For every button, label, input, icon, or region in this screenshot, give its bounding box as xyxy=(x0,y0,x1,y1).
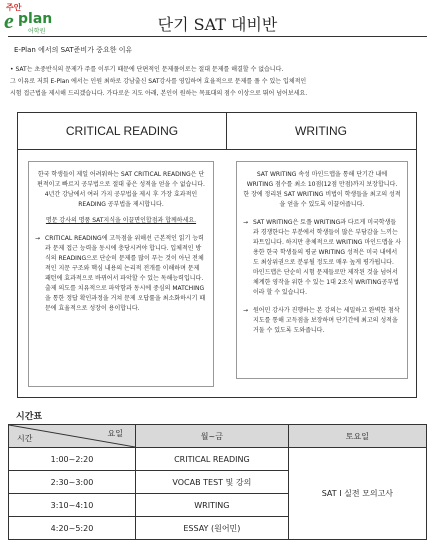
writing-header: WRITING xyxy=(295,124,347,138)
logo-top-text: 주안 xyxy=(6,3,22,12)
wr-intro-paragraph: SAT WRITING 속성 마인드맵을 통해 단기간 내에 WRITING 점수를 최소 10점(12점 만점)까지 보장합니다. 한 장에 정리된 SAT WRITING 비법이 학생들을 최고의 성적을 얻을 수 있도록 이끌어줍니다. xyxy=(243,171,401,208)
corner-time-label: 시간 xyxy=(17,434,33,443)
course-content-box xyxy=(17,112,417,398)
corner-day-label: 요일 xyxy=(107,429,123,438)
wr-bullet-text: 원어민 강사가 진행하는 본 강의는 세밀하고 완벽한 첨삭지도를 통해 고득점을 보장하며 단기간에 최고의 성적을 거둘 수 있도록 도와줍니다. xyxy=(253,307,400,334)
subheading: E-Plan 에서의 SAT준비가 중요한 이유 xyxy=(14,46,133,54)
logo-e-letter: e xyxy=(4,8,14,33)
intro-line: • SAT는 초중반식의 문제가 주를 이루기 때문에 단편적인 문제풀이로는 절대 문제를 해결할 수 없습니다. xyxy=(10,66,284,73)
wr-bullet xyxy=(243,306,401,336)
time-cell: 2:30~3:00 xyxy=(9,471,136,494)
weekday-header: 월~금 xyxy=(136,425,289,448)
title-divider xyxy=(8,36,427,37)
header-divider xyxy=(18,149,416,150)
intro-text xyxy=(10,64,425,100)
intro-line: 시험 접근법을 제시해 드리겠습니다. 가다로운 지도 아래, 본인이 원하는 목표대의 점수 이상으로 뛰어 넘어보세요. xyxy=(10,90,308,97)
cr-highlight-line: 명문 강사의 명품 SAT지식을 이끌면인합점과 합께하세요. xyxy=(45,217,197,224)
logo-sub-text: 어학원 xyxy=(28,28,46,35)
page-title: 단기 SAT 대비반 xyxy=(157,15,278,34)
class-cell: WRITING xyxy=(136,494,289,517)
time-cell: 3:10~4:10 xyxy=(9,494,136,517)
cr-bullet xyxy=(35,234,207,314)
time-cell: 4:20~5:20 xyxy=(9,517,136,540)
logo-plan-text: plan xyxy=(18,11,53,27)
schedule-table xyxy=(8,424,427,540)
wr-bullet xyxy=(243,218,401,298)
intro-line: 그 이유로 저희 E-Plan 에서는 인원 최하로 강남출신 SAT강사를 영입하여 효율적으로 문제를 풀 수 있는 입체적인 xyxy=(10,78,307,85)
critical-reading-header: CRITICAL READING xyxy=(18,113,227,149)
cr-bullet-text: CRITICAL READING에 고득점을 위해선 근본적인 읽기 능력과 문제 접근 능력을 동시에 충당시켜야 합니다. 입체적인 방식의 READING으로 단순히 문제를 많이 푸는 것이 아닌 전체적인 지문 구조와 핵심 내용의 논리적 전개를 이해하며 문제 패턴에 효과적으로 바뀌어서 파악할 수 있는 독해능력입니다. 출제 의도를 치유적으로 파악함과 동시에 중심의 MATCHING을 통한 정답 확인과정을 거쳐 문제 오답률을 최소화하시기 때문에 효율적으로 성장이 용이합니다. xyxy=(45,235,206,312)
schedule-corner-cell xyxy=(9,425,136,448)
cr-intro-paragraph: 한국 학생들이 제일 어려워하는 SAT CRITICAL READING은 단편적이고 빠르지 공부법으로 절대 좋은 성적을 얻을 수 없습니다. 4년간 강남에서 여러 가지 공부법을 제시 후 가장 효과적인 READING 공부법을 제시합니다. xyxy=(37,171,205,208)
arrow-icon: → xyxy=(35,235,41,242)
schedule-label: 시간표 xyxy=(16,412,43,422)
arrow-icon: → xyxy=(243,307,249,314)
writing-panel xyxy=(236,161,408,379)
class-cell: VOCAB TEST 및 강의 xyxy=(136,471,289,494)
class-cell: CRITICAL READING xyxy=(136,448,289,471)
wr-bullet-text: SAT WRITING은 토플 WRITING과 다르게 미국학생들과 경쟁한다는 부분에서 학생들이 많은 부담감을 느끼는 파트입니다. 하지만 총체적으로 WRITING 마인드맵을 사용한 한국 학생들의 평균 WRITING 성적은 미국 내에서도 최상위권으로 분류될 정도로 매우 높게 평가됩니다. 마인드맵은 단순히 시험 문제들로만 제작된 것을 넘어서 체계한 영작을 위한 수 있는 1대 2조식 WRITING공부법이라 할 수 있습니다. xyxy=(253,219,402,296)
arrow-icon: → xyxy=(243,219,249,226)
class-cell: ESSAY (원어민) xyxy=(136,517,289,540)
table-row xyxy=(9,448,427,471)
saturday-cell: SAT I 실전 모의고사 xyxy=(288,448,426,540)
time-cell: 1:00~2:20 xyxy=(9,448,136,471)
critical-reading-panel xyxy=(28,161,214,387)
saturday-header: 토요일 xyxy=(288,425,426,448)
